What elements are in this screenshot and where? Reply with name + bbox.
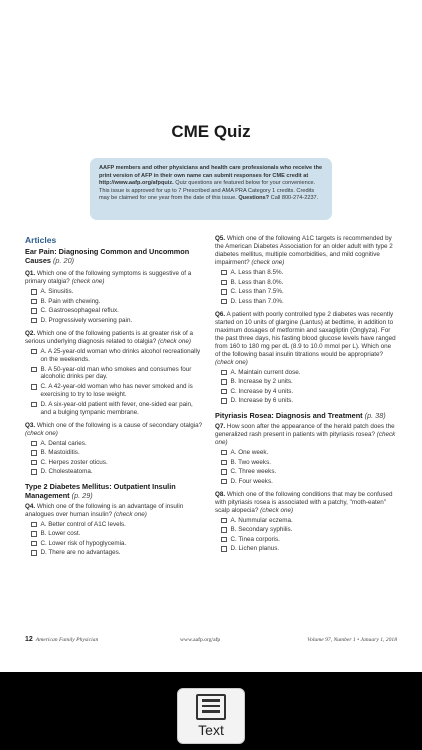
checkbox[interactable] (221, 370, 227, 376)
info-box (90, 158, 332, 220)
checkbox[interactable] (221, 280, 227, 286)
checkbox[interactable] (31, 441, 37, 447)
question-number: Q4. (25, 502, 36, 510)
option-q3-d[interactable] (25, 468, 203, 476)
articles-heading: Articles (25, 235, 57, 245)
option-q3-b[interactable] (25, 449, 203, 457)
options-q5 (215, 269, 398, 306)
checkbox[interactable] (31, 469, 37, 475)
option-label: B. A 50-year-old man who smokes and consumes four alcoholic drinks per day. (40, 365, 192, 381)
page-number: 12 (25, 636, 33, 643)
question-text: A patient with poorly controlled type 2 diabetes was recently started on 10 units of glargine (Lantus) at bedtime, in addition to maximum dosages of metformin and saxagliptin (Onglyza). For the past three days, his fasting blood glucose levels have ranged from 160 to 180 mg per dL (8.9 to 10.0 mmol per L). Which one of the following basal insulin titrations would be appropriate? (215, 310, 396, 358)
text-view-button[interactable] (177, 688, 245, 744)
question-number: Q6. (215, 310, 226, 318)
question-number: Q3. (25, 421, 36, 429)
option-label: B. Less than 8.0%. (230, 278, 284, 286)
option-q2-c[interactable] (25, 383, 203, 399)
option-q8-d[interactable] (215, 545, 398, 553)
checkbox[interactable] (221, 450, 227, 456)
option-label: C. Lower risk of hypoglycemia. (40, 539, 127, 547)
checkbox[interactable] (31, 289, 37, 295)
option-q7-d[interactable] (215, 478, 398, 486)
journal-name: American Family Physician (35, 637, 99, 643)
option-q6-b[interactable] (215, 378, 398, 386)
options-q6 (215, 369, 398, 406)
option-q2-a[interactable] (25, 348, 203, 364)
options-q4 (25, 521, 203, 558)
question-number: Q1. (25, 270, 36, 278)
option-q2-b[interactable] (25, 366, 203, 382)
option-q5-b[interactable] (215, 279, 398, 287)
checkbox[interactable] (31, 299, 37, 305)
info-bold-text: AAFP members and other physicians and health care professionals who receive the print version of AFP in their own name can submit responses for CME credit at http://www.aafp.org/afpquiz. (99, 165, 323, 187)
check-one-note: (check one) (215, 431, 396, 446)
question-text: Which one of the following patients is at greater risk of a serious underlying diagnosis related to otalgia? (25, 329, 194, 345)
option-label: C. A 42-year-old woman who has never smoked and is exercising to try to lose weight. (40, 383, 193, 399)
question-text: Which one of the following is a cause of secondary otalgia? (35, 421, 203, 429)
checkbox[interactable] (31, 308, 37, 314)
option-label: B. Secondary syphilis. (230, 526, 293, 534)
option-label: D. There are no advantages. (40, 549, 121, 557)
checkbox[interactable] (31, 541, 37, 547)
option-q7-c[interactable] (215, 468, 398, 476)
option-label: A. Less than 8.5%. (230, 268, 284, 276)
question-q6 (215, 311, 398, 367)
option-q4-a[interactable] (25, 521, 203, 529)
checkbox[interactable] (221, 270, 227, 276)
question-q7 (215, 423, 398, 447)
page-title: CME Quiz (171, 122, 251, 141)
option-label: B. Increase by 2 units. (230, 378, 293, 386)
option-label: A. Nummular eczema. (230, 516, 293, 524)
question-text: How soon after the appearance of the herald patch does the generalized rash present in patients with pityriasis rosea? (215, 423, 395, 438)
question-q5 (215, 235, 398, 267)
option-q5-d[interactable] (215, 298, 398, 306)
checkbox[interactable] (221, 537, 227, 543)
option-q7-b[interactable] (215, 459, 398, 467)
checkbox[interactable] (221, 527, 227, 533)
info-phone-text: Call 800-274-2237. (269, 195, 319, 202)
section-page-ref: (p. 29) (71, 491, 93, 501)
checkbox[interactable] (221, 518, 227, 524)
checkbox[interactable] (221, 398, 227, 404)
option-q4-d[interactable] (25, 549, 203, 557)
section-heading-ear-pain (25, 248, 203, 266)
checkbox[interactable] (31, 318, 37, 324)
checkbox[interactable] (221, 479, 227, 485)
option-q1-a[interactable] (25, 288, 203, 296)
option-q2-d[interactable] (25, 401, 203, 417)
footer-url: www.aafp.org/afp (180, 637, 221, 643)
option-label: C. Increase by 4 units. (230, 387, 294, 395)
option-label: B. Mastoiditis. (40, 449, 80, 457)
option-label: C. Herpes zoster oticus. (40, 458, 108, 466)
check-one-note: (check one) (260, 506, 294, 514)
checkbox[interactable] (221, 460, 227, 466)
option-label: B. Lower cost. (40, 530, 81, 538)
option-label: A. Dental caries. (40, 439, 87, 447)
option-label: D. Cholesteatoma. (40, 468, 93, 476)
option-q5-c[interactable] (215, 288, 398, 296)
options-q7 (215, 449, 398, 486)
checkbox[interactable] (31, 522, 37, 528)
option-label: B. Pain with chewing. (40, 297, 101, 305)
options-q3 (25, 440, 203, 477)
option-label: D. Lichen planus. (230, 545, 280, 553)
option-q1-b[interactable] (25, 298, 203, 306)
checkbox[interactable] (31, 550, 37, 556)
question-number: Q2. (25, 329, 36, 337)
option-label: C. Tinea corporis. (230, 535, 280, 543)
option-q1-d[interactable] (25, 317, 203, 325)
info-questions-label: Questions? (238, 195, 270, 202)
option-q6-d[interactable] (215, 397, 398, 405)
option-q8-a[interactable] (215, 517, 398, 525)
text-icon (196, 694, 226, 720)
option-label: C. Less than 7.5%. (230, 288, 284, 296)
option-q6-a[interactable] (215, 369, 398, 377)
section-title: Ear Pain: Diagnosing Common and Uncommon Causes (25, 246, 190, 265)
option-label: D. Less than 7.0%. (230, 297, 284, 305)
option-label: D. Increase by 6 units. (230, 397, 294, 405)
option-q4-c[interactable] (25, 540, 203, 548)
checkbox[interactable] (31, 349, 37, 355)
checkbox[interactable] (221, 289, 227, 295)
option-q3-c[interactable] (25, 459, 203, 467)
option-q1-c[interactable] (25, 307, 203, 315)
right-column (215, 235, 398, 553)
checkbox[interactable] (31, 402, 37, 408)
option-label: D. Four weeks. (230, 477, 273, 485)
options-q8 (215, 517, 398, 554)
section-title: Type 2 Diabetes Mellitus: Outpatient Insulin Management (25, 482, 176, 501)
option-label: B. Two weeks. (230, 458, 271, 466)
option-q8-c[interactable] (215, 536, 398, 544)
option-label: C. Gastroesophageal reflux. (40, 307, 119, 315)
question-text: Which one of the following symptoms is suggestive of a primary otalgia? (25, 270, 192, 286)
check-one-note: (check one) (71, 278, 105, 286)
checkbox[interactable] (221, 469, 227, 475)
option-label: A. Sinusitis. (40, 288, 74, 296)
question-number: Q5. (215, 235, 226, 242)
checkbox[interactable] (31, 460, 37, 466)
option-label: D. Progressively worsening pain. (40, 316, 133, 324)
section-heading-pityriasis (215, 412, 398, 421)
question-text: Which one of the following is an advantage of insulin analogues over human insulin? (25, 502, 184, 518)
question-number: Q8. (215, 490, 226, 498)
check-one-note: (check one) (158, 337, 191, 345)
question-text: Which one of the following conditions that may be confused with pityriasis rosea is associated with a patchy, "moth-eaten" scalp alopecia? (215, 490, 393, 514)
option-label: D. A six-year-old patient with fever, one-sided ear pain, and a bulging tympanic membrane. (40, 400, 193, 416)
checkbox[interactable] (221, 299, 227, 305)
question-text: Which one of the following A1C targets is recommended by the American Diabetes Association for an older adult with type 2 diabetes mellitus, multiple comorbidities, and mild cognitive impairment? (215, 235, 393, 266)
checkbox[interactable] (31, 450, 37, 456)
option-label: A. A 25-year-old woman who drinks alcohol recreationally on the weekends. (40, 347, 201, 363)
text-button-label: Text (198, 722, 224, 738)
left-column (25, 235, 203, 557)
section-page-ref: (p. 20) (53, 255, 75, 265)
question-q4 (25, 503, 203, 519)
option-label: A. Maintain current dose. (230, 368, 301, 376)
checkbox[interactable] (31, 384, 37, 390)
option-label: C. Three weeks. (230, 468, 277, 476)
question-q1 (25, 270, 203, 286)
checkbox[interactable] (221, 379, 227, 385)
question-number: Q7. (215, 423, 226, 431)
option-q3-a[interactable] (25, 440, 203, 448)
checkbox[interactable] (31, 367, 37, 373)
check-one-note: (check one) (113, 510, 147, 518)
info-body-text: Quiz questions are featured below for your convenience. This issue is approved for up to 7 Prescribed and AMA PRA Category 1 credits. Credits may be claimed for one year from the date of this issue. (99, 180, 316, 202)
check-one-note: (check one) (25, 429, 58, 437)
section-page-ref: (p. 38) (364, 411, 386, 421)
section-title: Pityriasis Rosea: Diagnosis and Treatment (215, 411, 363, 421)
question-q3 (25, 422, 203, 438)
check-one-note: (check one) (251, 258, 285, 266)
option-label: A. Better control of A1C levels. (40, 520, 126, 528)
footer-volume: Volume 97, Number 1 • January 1, 2018 (307, 637, 397, 643)
footer-journal (25, 636, 98, 643)
options-q1 (25, 288, 203, 325)
question-q2 (25, 330, 203, 346)
option-label: A. One week. (230, 448, 269, 456)
check-one-note: (check one) (215, 358, 248, 366)
option-q8-b[interactable] (215, 526, 398, 534)
option-q6-c[interactable] (215, 388, 398, 396)
option-q5-a[interactable] (215, 269, 398, 277)
question-q8 (215, 491, 398, 515)
section-heading-diabetes (25, 483, 203, 501)
checkbox[interactable] (31, 531, 37, 537)
checkbox[interactable] (221, 546, 227, 552)
option-q4-b[interactable] (25, 530, 203, 538)
option-q7-a[interactable] (215, 449, 398, 457)
checkbox[interactable] (221, 389, 227, 395)
options-q2 (25, 348, 203, 417)
